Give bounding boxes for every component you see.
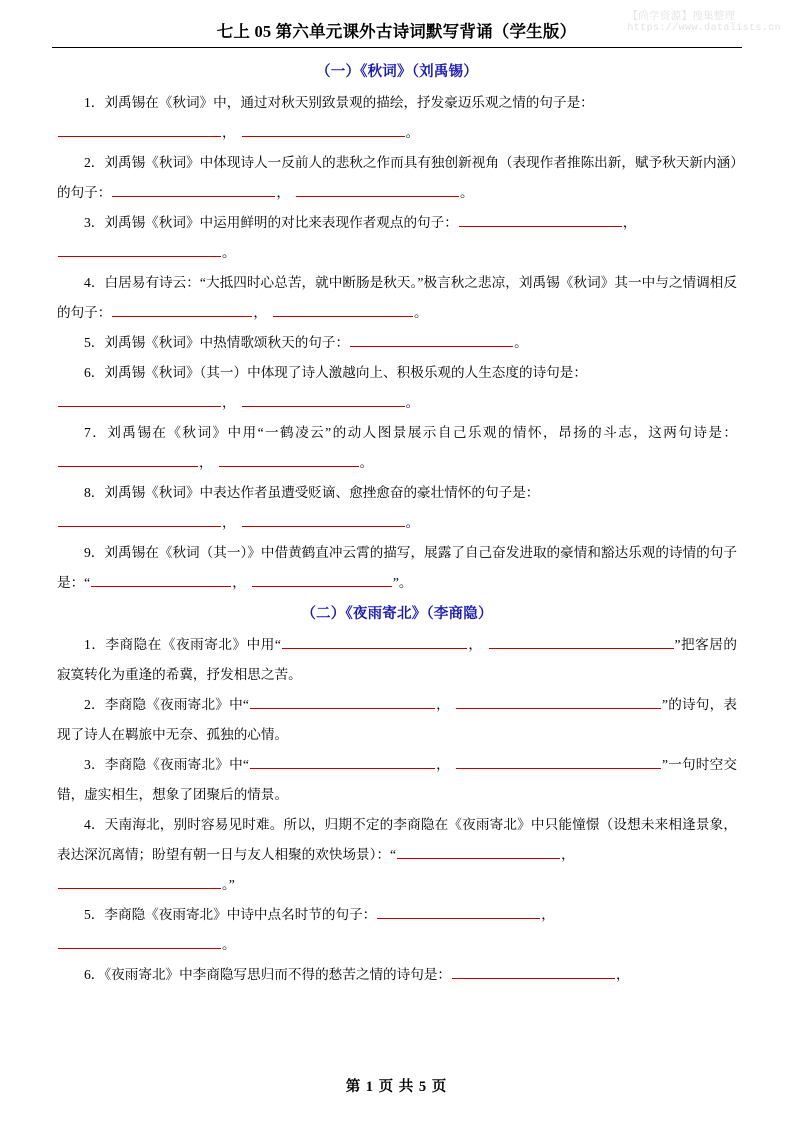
- answer-line: [57, 118, 737, 148]
- answer-line: [57, 930, 737, 960]
- question-text: ”把客居的寂寞转化为重逢的希冀，抒发相思之苦。: [57, 637, 737, 682]
- question-text: 天南海北，别时容易见时难。所以，归期不定的李商隐在《夜雨寄北》中只能憧憬（设想未来相逢景象，表达深沉离情；盼望有朝一日与友人相聚的欢快场景）：“: [57, 817, 737, 862]
- answer-blank[interactable]: [377, 903, 540, 919]
- question-item: [57, 538, 737, 598]
- punctuation: ，: [222, 395, 236, 410]
- punctuation: 。: [405, 395, 420, 410]
- answer-blank[interactable]: [242, 511, 405, 527]
- document-body: [57, 56, 737, 990]
- answer-blank[interactable]: [58, 933, 221, 949]
- header-divider: [52, 47, 742, 48]
- question-number: 6．: [84, 967, 105, 982]
- watermark-url: https://www.datalists.cn: [627, 23, 781, 35]
- answer-blank[interactable]: [350, 331, 513, 347]
- answer-blank[interactable]: [58, 241, 221, 257]
- question-item: [57, 148, 737, 208]
- question-item: [57, 810, 737, 870]
- punctuation: 。: [459, 185, 474, 200]
- answer-line: [57, 388, 737, 418]
- punctuation: 。: [405, 125, 420, 140]
- punctuation: ，: [467, 637, 483, 652]
- question-text: 《夜雨寄北》中李商隐写思归而不得的愁苦之情的诗句是：: [104, 967, 452, 982]
- punctuation: ”。: [392, 575, 413, 590]
- answer-line: [57, 870, 737, 900]
- answer-blank[interactable]: [112, 301, 252, 317]
- answer-blank[interactable]: [58, 511, 221, 527]
- punctuation: ，: [276, 185, 290, 200]
- answer-blank[interactable]: [459, 211, 622, 227]
- answer-blank[interactable]: [456, 693, 661, 709]
- question-number: 4．: [84, 817, 105, 832]
- question-text: 白居易有诗云：“大抵四时心总苦，就中断肠是秋天。”极言秋之悲凉，刘禹锡《秋词》其一中与之情调相反的句子：: [57, 275, 738, 320]
- question-number: 9．: [84, 545, 105, 560]
- section-heading-2: （二）《夜雨寄北》（李商隐）: [301, 606, 493, 622]
- question-text: 李商隐《夜雨寄北》中“: [104, 757, 249, 772]
- punctuation: 。: [222, 245, 236, 260]
- question-number: 3．: [84, 757, 105, 772]
- answer-blank[interactable]: [250, 693, 435, 709]
- answer-blank[interactable]: [456, 753, 661, 769]
- question-text: 刘禹锡《秋词》中热情歌颂秋天的句子：: [104, 335, 350, 350]
- answer-blank[interactable]: [219, 451, 359, 467]
- punctuation: 。: [514, 335, 528, 350]
- question-number: 3．: [84, 215, 105, 230]
- answer-line: [57, 508, 737, 538]
- punctuation: ，: [541, 907, 555, 922]
- answer-blank[interactable]: [296, 181, 459, 197]
- question-text: 刘禹锡《秋词》中体现诗人一反前人的悲秋之作而具有独创新视角（表现作者推陈出新，赋予秋天新内涵）的句子：: [57, 155, 738, 200]
- punctuation: ，: [232, 575, 246, 590]
- question-item: [57, 268, 737, 328]
- question-number: 7．: [84, 425, 108, 440]
- answer-blank[interactable]: [252, 571, 392, 587]
- question-text: ”一句时空交错，虚实相生，想象了团聚后的情景。: [57, 757, 738, 802]
- question-text: 刘禹锡《秋词》中表达作者虽遭受贬谪、愈挫愈奋的豪壮情怀的句子是：: [104, 485, 540, 500]
- question-item: [57, 208, 737, 238]
- answer-blank[interactable]: [273, 301, 413, 317]
- punctuation: ，: [222, 125, 236, 140]
- punctuation: 。: [405, 515, 420, 530]
- question-text: 刘禹锡《秋词》（其一）中体现了诗人激越向上、积极乐观的人生态度的诗句是：: [104, 365, 587, 380]
- question-item: [57, 630, 737, 690]
- question-item: [57, 328, 737, 358]
- question-text: 刘禹锡在《秋词》中，通过对秋天别致景观的描绘，抒发豪迈乐观之情的句子是：: [104, 95, 594, 110]
- question-text: 李商隐《夜雨寄北》中“: [104, 697, 249, 712]
- answer-blank[interactable]: [112, 181, 275, 197]
- question-item: [57, 690, 737, 750]
- answer-blank[interactable]: [452, 963, 615, 979]
- question-text: 李商隐《夜雨寄北》中诗中点名时节的句子：: [104, 907, 377, 922]
- answer-blank[interactable]: [242, 121, 405, 137]
- question-item: [57, 358, 737, 388]
- question-number: 4．: [84, 275, 105, 290]
- question-text: ”的诗句，表现了诗人在羁旅中无奈、孤独的心情。: [57, 697, 738, 742]
- question-text: 李商隐在《夜雨寄北》中用“: [105, 637, 281, 652]
- question-item: [57, 750, 737, 810]
- question-number: 5．: [84, 335, 105, 350]
- question-item: [57, 900, 737, 930]
- section-heading-1: （一）《秋词》（刘禹锡）: [316, 64, 478, 80]
- watermark-text: 【尚学资源】搜集整理: [627, 10, 736, 22]
- question-number: 8．: [84, 485, 105, 500]
- answer-blank[interactable]: [58, 391, 221, 407]
- punctuation: ，: [616, 967, 630, 982]
- answer-blank[interactable]: [250, 753, 435, 769]
- punctuation: ，: [622, 215, 637, 230]
- punctuation: 。: [359, 455, 374, 470]
- answer-blank[interactable]: [58, 451, 198, 467]
- page-title: 七上 05 第六单元课外古诗词默写背诵（学生版）: [216, 22, 577, 41]
- punctuation: ，: [199, 455, 213, 470]
- punctuation: ，: [561, 847, 575, 862]
- question-number: 1．: [84, 637, 106, 652]
- question-number: 5．: [84, 907, 105, 922]
- question-text: 刘禹锡《秋词》中运用鲜明的对比来表现作者观点的句子：: [104, 215, 458, 230]
- answer-blank[interactable]: [282, 633, 467, 649]
- question-text: 刘禹锡在《秋词（其一）》中借黄鹤直冲云霄的描写，展露了自己奋发进取的豪情和豁达乐观的诗情的句子是：“: [57, 545, 738, 590]
- answer-line: [57, 238, 737, 268]
- question-number: 2．: [84, 155, 105, 170]
- question-number: 1．: [84, 95, 105, 110]
- answer-blank[interactable]: [397, 843, 560, 859]
- punctuation: ，: [222, 515, 236, 530]
- answer-blank[interactable]: [58, 873, 221, 889]
- question-item: [57, 960, 737, 990]
- page-footer: 第 1 页 共 5 页: [345, 1079, 448, 1095]
- question-number: 6．: [84, 365, 105, 380]
- question-text: 刘禹锡在《秋词》中用“一鹤凌云”的动人图景展示自己乐观的情怀，昂扬的斗志，这两句诗是：: [107, 425, 737, 440]
- question-item: [57, 478, 737, 508]
- punctuation: ，: [435, 757, 450, 772]
- question-item: [57, 418, 737, 478]
- answer-blank[interactable]: [242, 391, 405, 407]
- punctuation: ，: [253, 305, 267, 320]
- punctuation: 。: [222, 937, 236, 952]
- answer-blank[interactable]: [58, 121, 221, 137]
- answer-blank[interactable]: [91, 571, 231, 587]
- punctuation: 。: [413, 305, 428, 320]
- answer-blank[interactable]: [489, 633, 674, 649]
- question-number: 2．: [84, 697, 105, 712]
- punctuation: 。”: [222, 877, 235, 892]
- punctuation: ，: [435, 697, 450, 712]
- question-item: [57, 88, 737, 118]
